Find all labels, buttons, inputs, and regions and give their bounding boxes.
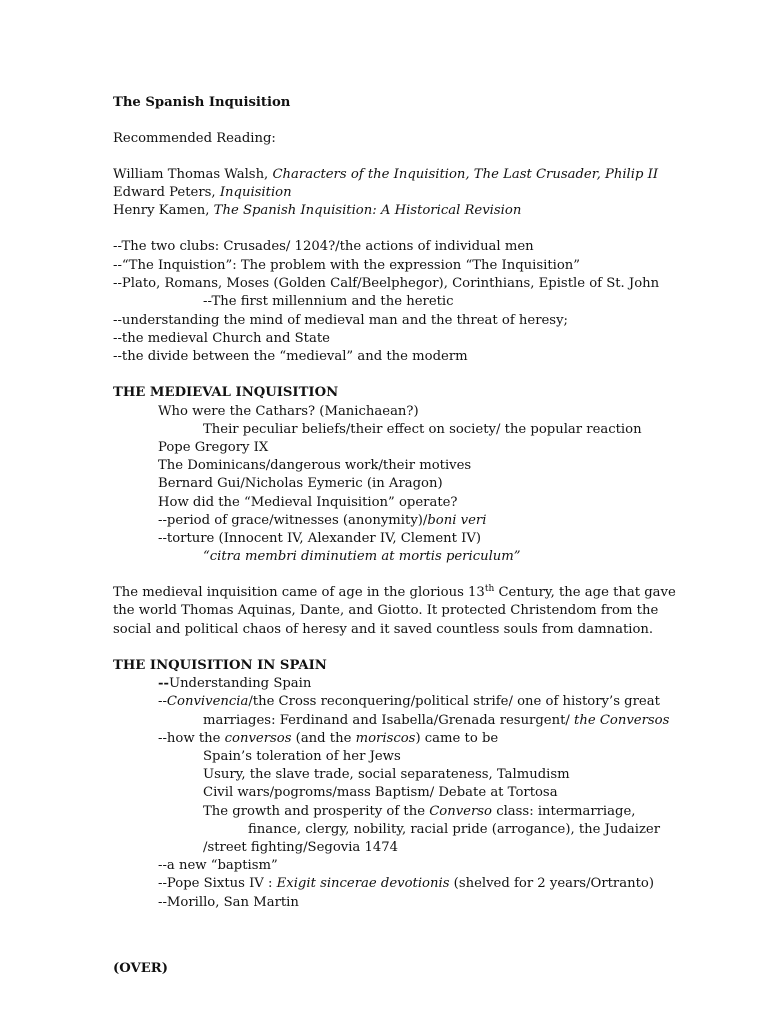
outline-item xyxy=(158,875,654,893)
outline-item xyxy=(203,803,635,821)
outline-text: Understanding Spain xyxy=(168,676,312,691)
outline-item: How did the “Medieval Inquisition” operate? xyxy=(158,495,458,510)
reading-item xyxy=(113,166,658,184)
outline-item xyxy=(158,730,498,748)
outline-dash: -- xyxy=(158,694,167,709)
outline-item: Pope Gregory IX xyxy=(158,440,269,455)
paragraph-line xyxy=(113,584,676,602)
outline-text: The growth and prosperity of the xyxy=(203,804,430,819)
reading-works: The Spanish Inquisition: A Historical Revision xyxy=(213,203,522,218)
outline-text: --how the xyxy=(158,731,225,746)
italic-term: the Conversos xyxy=(574,713,670,728)
intro-point: --understanding the mind of medieval man and the threat of heresy; xyxy=(113,313,568,328)
italic-term: Convivencia xyxy=(166,694,249,709)
outline-item: /street fighting/Segovia 1474 xyxy=(203,840,399,855)
paragraph-line: the world Thomas Aquinas, Dante, and Giotto. It protected Christendom from the xyxy=(113,603,659,618)
outline-item: finance, clergy, nobility, racial pride (arrogance), the Judaizer xyxy=(248,822,661,837)
outline-item xyxy=(158,512,486,530)
reading-item xyxy=(113,184,292,202)
outline-dash: -- xyxy=(158,676,169,691)
outline-text: (and the xyxy=(291,731,356,746)
outline-item: Who were the Cathars? (Manichaean?) xyxy=(158,404,419,419)
over-note: (OVER) xyxy=(113,961,168,976)
outline-text: --period of grace/witnesses (anonymity)/ xyxy=(158,513,428,528)
medieval-heading: THE MEDIEVAL INQUISITION xyxy=(113,385,339,400)
reading-item xyxy=(113,202,521,220)
outline-item: Civil wars/pogroms/mass Baptism/ Debate at Tortosa xyxy=(203,785,558,800)
paragraph-text: Century, the age that gave xyxy=(494,585,676,600)
outline-item xyxy=(158,675,311,693)
italic-term: conversos xyxy=(224,731,292,746)
reading-author: Henry Kamen, xyxy=(113,203,214,218)
outline-item: The Dominicans/dangerous work/their motives xyxy=(158,458,472,473)
outline-text: class: intermarriage, xyxy=(492,804,636,819)
outline-text: ) came to be xyxy=(415,731,499,746)
outline-item xyxy=(203,712,669,730)
intro-point: --The first millennium and the heretic xyxy=(203,294,454,309)
reading-author: William Thomas Walsh, xyxy=(113,167,273,182)
outline-text: marriages: Ferdinand and Isabella/Grenada resurgent/ xyxy=(203,713,575,728)
paragraph-line: social and political chaos of heresy and it saved countless souls from damnation. xyxy=(113,622,654,637)
outline-item: --torture (Innocent IV, Alexander IV, Clement IV) xyxy=(158,531,481,546)
latin-phrase: boni veri xyxy=(427,513,487,528)
italic-term: Converso xyxy=(429,804,492,819)
outline-text: --Pope Sixtus IV : xyxy=(158,876,277,891)
intro-point: --the medieval Church and State xyxy=(113,331,330,346)
outline-text: /the Cross reconquering/political strife/ one of history’s great xyxy=(248,694,660,709)
intro-point: --Plato, Romans, Moses (Golden Calf/Beelphegor), Corinthians, Epistle of St. John xyxy=(113,276,660,291)
reading-author: Edward Peters, xyxy=(113,185,220,200)
paragraph-text: The medieval inquisition came of age in the glorious 13 xyxy=(113,585,485,600)
intro-point: --the divide between the “medieval” and the moderm xyxy=(113,349,468,364)
outline-item: Spain’s toleration of her Jews xyxy=(203,749,401,764)
outline-item: Their peculiar beliefs/their effect on society/ the popular reaction xyxy=(203,422,642,437)
latin-quote: “citra membri diminutiem at mortis periculum” xyxy=(203,549,521,564)
outline-item: Bernard Gui/Nicholas Eymeric (in Aragon) xyxy=(158,476,443,491)
outline-item: Usury, the slave trade, social separateness, Talmudism xyxy=(203,767,570,782)
reading-works: Characters of the Inquisition, The Last Crusader, Philip II xyxy=(272,167,659,182)
intro-point: --“The Inquistion”: The problem with the expression “The Inquisition” xyxy=(113,258,581,273)
reading-works: Inquisition xyxy=(219,185,292,200)
page-title: The Spanish Inquisition xyxy=(113,95,291,110)
outline-item xyxy=(158,693,660,711)
italic-term: moriscos xyxy=(355,731,416,746)
outline-item: --Morillo, San Martin xyxy=(158,895,299,910)
outline-text: (shelved for 2 years/Ortranto) xyxy=(449,876,654,891)
italic-term: Exigit sincerae devotionis xyxy=(276,876,450,891)
spain-heading: THE INQUISITION IN SPAIN xyxy=(113,658,327,673)
intro-point: --The two clubs: Crusades/ 1204?/the actions of individual men xyxy=(113,239,534,254)
ordinal-suffix: th xyxy=(484,584,495,594)
recommended-reading-heading: Recommended Reading: xyxy=(113,131,276,146)
outline-item: --a new “baptism” xyxy=(158,858,278,873)
